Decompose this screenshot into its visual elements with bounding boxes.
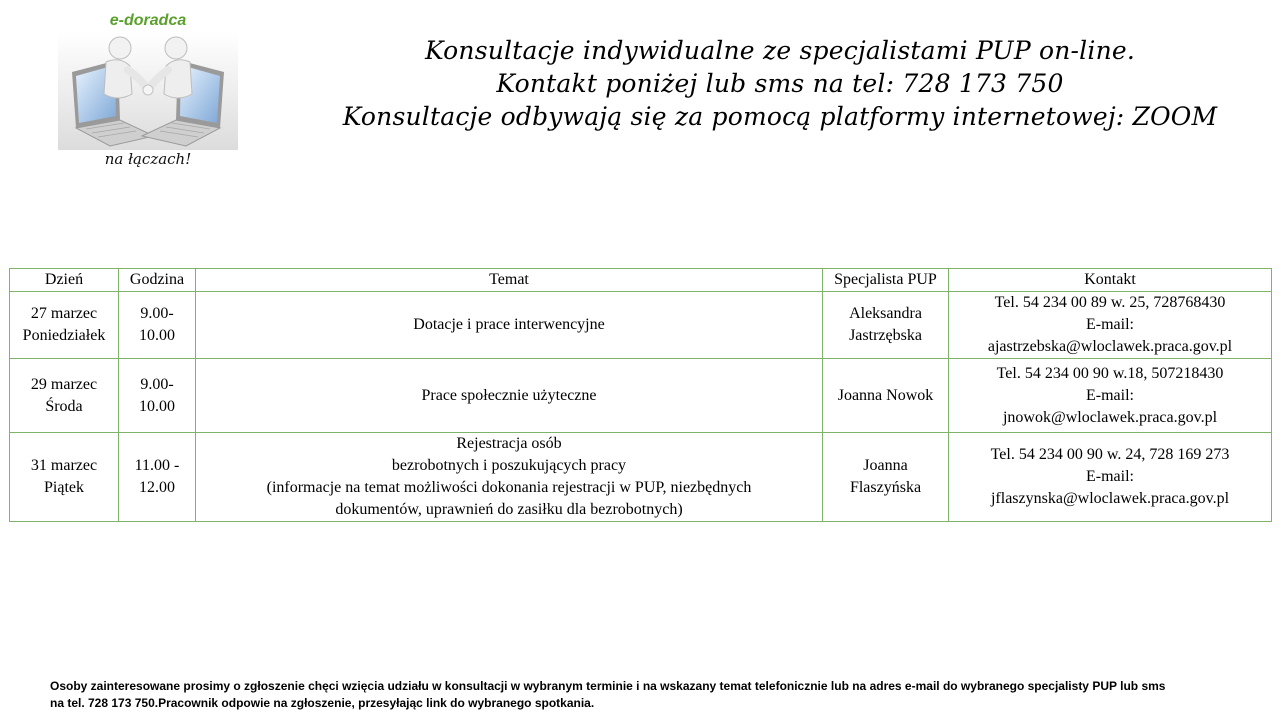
- topic-line: (informacje na temat możliwości dokonania rejestracji w PUP, niezbędnych: [266, 479, 752, 496]
- logo-title: e-doradca: [109, 12, 187, 29]
- cell-day: [10, 292, 119, 359]
- contact-email-link[interactable]: ajastrzebska@wloclawek.praca.gov.pl: [987, 338, 1233, 355]
- handshake-laptops-icon: [58, 32, 238, 150]
- cell-time: [119, 359, 196, 433]
- specialist-first-name: Aleksandra: [849, 305, 922, 322]
- day-date: 27 marzec: [30, 305, 98, 322]
- topic-line: Dotacje i prace interwencyjne: [413, 316, 605, 333]
- column-header-time: Godzina: [119, 269, 196, 292]
- cell-day: [10, 359, 119, 433]
- day-weekday: Poniedziałek: [22, 327, 106, 344]
- contact-phone: Tel. 54 234 00 89 w. 25, 728768430: [994, 294, 1226, 311]
- specialist-last-name: Flaszyńska: [849, 479, 922, 496]
- cell-topic: [196, 433, 823, 522]
- specialist-last-name: Jastrzębska: [849, 327, 922, 344]
- footer-note: [50, 678, 1250, 712]
- table-row: [10, 433, 1272, 522]
- day-weekday: Środa: [45, 397, 83, 415]
- cell-topic: [196, 359, 823, 433]
- topic-line: dokumentów, uprawnień do zasiłku dla bezrobotnych): [335, 501, 683, 518]
- time-start: 9.00-: [140, 305, 174, 322]
- cell-time: [119, 292, 196, 359]
- table-row: [10, 359, 1272, 433]
- cell-topic: [196, 292, 823, 359]
- consultation-schedule-table: [9, 268, 1272, 522]
- cell-specialist: [823, 359, 949, 433]
- cell-contact: [949, 433, 1272, 522]
- time-end: 10.00: [139, 397, 175, 415]
- headline-line-1: Konsultacje indywidualne ze specjalistami PUP on-line.: [424, 36, 1136, 65]
- column-header-day: Dzień: [10, 269, 119, 292]
- contact-phone: Tel. 54 234 00 90 w.18, 507218430: [996, 364, 1224, 382]
- table-row: [10, 292, 1272, 359]
- topic-line: bezrobotnych i poszukujących pracy: [391, 457, 627, 474]
- cell-day: [10, 433, 119, 522]
- contact-phone: Tel. 54 234 00 90 w. 24, 728 169 273: [990, 446, 1230, 463]
- contact-email-label: E-mail:: [1086, 386, 1134, 404]
- column-header-topic: Temat: [196, 269, 823, 292]
- column-header-specialist: Specjalista PUP: [823, 269, 949, 292]
- footer-line-1: Osoby zainteresowane prosimy o zgłoszenie chęci wzięcia udziału w konsultacji w wybranym terminie i na wskazany temat telefonicznie lub na adres e-mail do wybranego specjalisty PUP lub sms: [50, 679, 1166, 693]
- table-header-row: [10, 269, 1272, 292]
- time-start: 11.00 -: [134, 457, 180, 474]
- page-headline: [285, 34, 1275, 133]
- contact-email-label: E-mail:: [1086, 468, 1134, 485]
- time-start: 9.00-: [140, 375, 174, 393]
- headline-line-2: Kontakt poniżej lub sms na tel: 728 173 750: [496, 69, 1064, 98]
- cell-specialist: [823, 433, 949, 522]
- time-end: 10.00: [139, 327, 175, 344]
- day-date: 31 marzec: [30, 457, 98, 474]
- cell-contact: [949, 359, 1272, 433]
- day-date: 29 marzec: [30, 375, 98, 393]
- logo-tagline: na łączach!: [104, 150, 192, 168]
- cell-specialist: [823, 292, 949, 359]
- cell-time: [119, 433, 196, 522]
- column-header-contact: Kontakt: [949, 269, 1272, 292]
- topic-line: Prace społecznie użyteczne: [421, 386, 597, 404]
- day-weekday: Piątek: [44, 479, 84, 496]
- specialist-name: Joanna Nowok: [837, 386, 934, 404]
- headline-line-3: Konsultacje odbywają się za pomocą platformy internetowej: ZOOM: [342, 102, 1218, 131]
- e-doradca-logo: [58, 10, 238, 175]
- specialist-first-name: Joanna: [863, 457, 908, 474]
- footer-line-2: na tel. 728 173 750.Pracownik odpowie na zgłoszenie, przesyłając link do wybranego spotkania.: [50, 696, 595, 710]
- contact-email-link[interactable]: jflaszynska@wloclawek.praca.gov.pl: [990, 490, 1230, 507]
- contact-email-link[interactable]: jnowok@wloclawek.praca.gov.pl: [1002, 408, 1218, 426]
- topic-line: Rejestracja osób: [456, 435, 562, 452]
- contact-email-label: E-mail:: [1086, 316, 1134, 333]
- time-end: 12.00: [139, 479, 175, 496]
- cell-contact: [949, 292, 1272, 359]
